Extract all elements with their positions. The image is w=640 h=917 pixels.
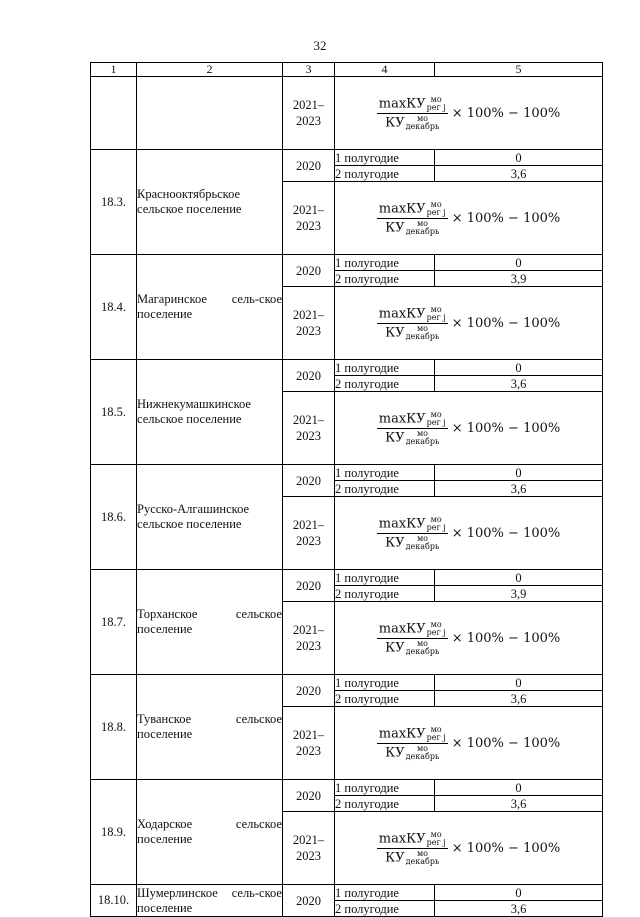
- table-row: [91, 885, 603, 901]
- table-row: [91, 255, 603, 271]
- formula-tail: × 100% − 100%: [451, 105, 561, 121]
- settlement-name: Торханское сельское поселение: [137, 607, 282, 636]
- rate-value: 0: [435, 465, 603, 481]
- period-year: 2021– 2023: [283, 287, 335, 360]
- half-year-label: 2 полугодие: [335, 586, 435, 602]
- formula-fraction: [377, 96, 448, 131]
- formula-denominator: КУ мо декабрь: [385, 848, 440, 866]
- growth-formula: [377, 831, 560, 866]
- formula-tail: × 100% − 100%: [451, 630, 561, 646]
- column-header: 1: [91, 63, 137, 77]
- table-row: [91, 150, 603, 166]
- row-number: 18.5.: [91, 360, 137, 465]
- rate-value: 0: [435, 150, 603, 166]
- formula-tail: × 100% − 100%: [451, 210, 561, 226]
- settlement-name: Нижнекумашкинское сельское поселение: [137, 397, 251, 426]
- column-header: 4: [335, 63, 435, 77]
- rate-value: 0: [435, 255, 603, 271]
- settlement-name: Краснооктябрьское сельское поселение: [137, 187, 242, 216]
- column-header: 2: [137, 63, 283, 77]
- row-number: 18.10.: [91, 885, 137, 917]
- settlement-name-cell: [137, 570, 283, 675]
- table-row: [91, 465, 603, 481]
- growth-formula: [377, 201, 560, 236]
- row-number: 18.6.: [91, 465, 137, 570]
- rate-value: 0: [435, 675, 603, 691]
- formula-cell: [335, 287, 603, 360]
- half-year-label: 2 полугодие: [335, 901, 435, 917]
- half-year-label: 2 полугодие: [335, 796, 435, 812]
- period-year: 2020: [283, 465, 335, 497]
- half-year-label: 2 полугодие: [335, 271, 435, 287]
- row-number: 18.7.: [91, 570, 137, 675]
- rate-value: 3,6: [435, 481, 603, 497]
- period-year: 2020: [283, 885, 335, 917]
- growth-formula: [377, 306, 560, 341]
- formula-denominator: КУ мо декабрь: [385, 323, 440, 341]
- formula-fraction: [377, 201, 448, 236]
- rate-value: 3,6: [435, 166, 603, 182]
- formula-cell: [335, 707, 603, 780]
- settlement-name-cell: [137, 255, 283, 360]
- period-year: 2021– 2023: [283, 77, 335, 150]
- table-row: [91, 570, 603, 586]
- row-number: 18.8.: [91, 675, 137, 780]
- formula-numerator: maxКУ мо рег j: [378, 199, 446, 217]
- period-year: 2021– 2023: [283, 602, 335, 675]
- rate-value: 3,6: [435, 691, 603, 707]
- formula-tail: × 100% − 100%: [451, 315, 561, 331]
- formula-denominator: КУ мо декабрь: [385, 218, 440, 236]
- formula-numerator: maxКУ мо рег j: [378, 304, 446, 322]
- rate-value: 3,6: [435, 376, 603, 392]
- half-year-label: 2 полугодие: [335, 376, 435, 392]
- settlement-name: Шумерлинское сель-ское поселение: [137, 885, 282, 915]
- row-number-cell: [91, 77, 137, 150]
- formula-tail: × 100% − 100%: [451, 420, 561, 436]
- formula-tail: × 100% − 100%: [451, 840, 561, 856]
- period-year: 2021– 2023: [283, 707, 335, 780]
- formula-denominator: КУ мо декабрь: [385, 743, 440, 761]
- row-number: 18.3.: [91, 150, 137, 255]
- settlement-name: Туванское сельское поселение: [137, 712, 282, 741]
- half-year-label: 2 полугодие: [335, 691, 435, 707]
- formula-numerator: maxКУ мо рег j: [378, 829, 446, 847]
- settlement-name-cell: [137, 150, 283, 255]
- formula-cell: [335, 77, 603, 150]
- column-header: 5: [435, 63, 603, 77]
- row-number: 18.4.: [91, 255, 137, 360]
- formula-numerator: maxКУ мо рег j: [378, 514, 446, 532]
- period-year: 2020: [283, 780, 335, 812]
- settlement-name: Русско-Алгашинское сельское поселение: [137, 502, 250, 531]
- rate-value: 3,9: [435, 586, 603, 602]
- settlement-name-cell: [137, 360, 283, 465]
- period-year: 2020: [283, 675, 335, 707]
- formula-fraction: [377, 411, 448, 446]
- period-year: 2021– 2023: [283, 392, 335, 465]
- half-year-label: 1 полугодие: [335, 255, 435, 271]
- formula-numerator: maxКУ мо рег j: [378, 724, 446, 742]
- column-header: 3: [283, 63, 335, 77]
- growth-formula: [377, 411, 560, 446]
- period-year: 2020: [283, 360, 335, 392]
- half-year-label: 1 полугодие: [335, 885, 435, 901]
- table-row: [91, 780, 603, 796]
- period-year: 2021– 2023: [283, 182, 335, 255]
- formula-cell: [335, 602, 603, 675]
- formula-numerator: maxКУ мо рег j: [378, 409, 446, 427]
- period-year: 2021– 2023: [283, 497, 335, 570]
- growth-formula: [377, 96, 560, 131]
- half-year-label: 1 полугодие: [335, 150, 435, 166]
- period-year: 2021– 2023: [283, 812, 335, 885]
- rate-value: 0: [435, 780, 603, 796]
- row-number: 18.9.: [91, 780, 137, 885]
- formula-cell: [335, 392, 603, 465]
- settlement-name: Ходарское сельское поселение: [137, 817, 282, 846]
- rate-value: 0: [435, 885, 603, 901]
- formula-cell: [335, 812, 603, 885]
- half-year-label: 1 полугодие: [335, 360, 435, 376]
- settlement-name-cell: [137, 465, 283, 570]
- formula-fraction: [377, 306, 448, 341]
- half-year-label: 1 полугодие: [335, 675, 435, 691]
- continuation-row: [91, 77, 603, 150]
- formula-fraction: [377, 831, 448, 866]
- rate-value: 3,9: [435, 271, 603, 287]
- formula-fraction: [377, 621, 448, 656]
- rate-value: 3,6: [435, 901, 603, 917]
- formula-cell: [335, 497, 603, 570]
- rates-table: [90, 62, 603, 917]
- half-year-label: 2 полугодие: [335, 481, 435, 497]
- settlement-name-cell: [137, 885, 283, 917]
- settlement-name-cell: [137, 77, 283, 150]
- half-year-label: 1 полугодие: [335, 570, 435, 586]
- page-number: 32: [313, 38, 327, 53]
- growth-formula: [377, 516, 560, 551]
- formula-denominator: КУ мо декабрь: [385, 113, 440, 131]
- half-year-label: 1 полугодие: [335, 465, 435, 481]
- rate-value: 0: [435, 360, 603, 376]
- table-header-row: [91, 63, 603, 77]
- settlement-name: Магаринское сель-ское поселение: [137, 292, 282, 321]
- settlement-name-cell: [137, 780, 283, 885]
- settlement-name-cell: [137, 675, 283, 780]
- formula-numerator: maxКУ мо рег j: [378, 94, 446, 112]
- formula-fraction: [377, 726, 448, 761]
- half-year-label: 1 полугодие: [335, 780, 435, 796]
- formula-fraction: [377, 516, 448, 551]
- formula-denominator: КУ мо декабрь: [385, 533, 440, 551]
- formula-numerator: maxКУ мо рег j: [378, 619, 446, 637]
- table-row: [91, 360, 603, 376]
- rate-value: 3,6: [435, 796, 603, 812]
- table-row: [91, 675, 603, 691]
- formula-cell: [335, 182, 603, 255]
- formula-denominator: КУ мо декабрь: [385, 428, 440, 446]
- half-year-label: 2 полугодие: [335, 166, 435, 182]
- period-year: 2020: [283, 570, 335, 602]
- formula-tail: × 100% − 100%: [451, 525, 561, 541]
- formula-denominator: КУ мо декабрь: [385, 638, 440, 656]
- period-year: 2020: [283, 150, 335, 182]
- growth-formula: [377, 621, 560, 656]
- rate-value: 0: [435, 570, 603, 586]
- period-year: 2020: [283, 255, 335, 287]
- formula-tail: × 100% − 100%: [451, 735, 561, 751]
- growth-formula: [377, 726, 560, 761]
